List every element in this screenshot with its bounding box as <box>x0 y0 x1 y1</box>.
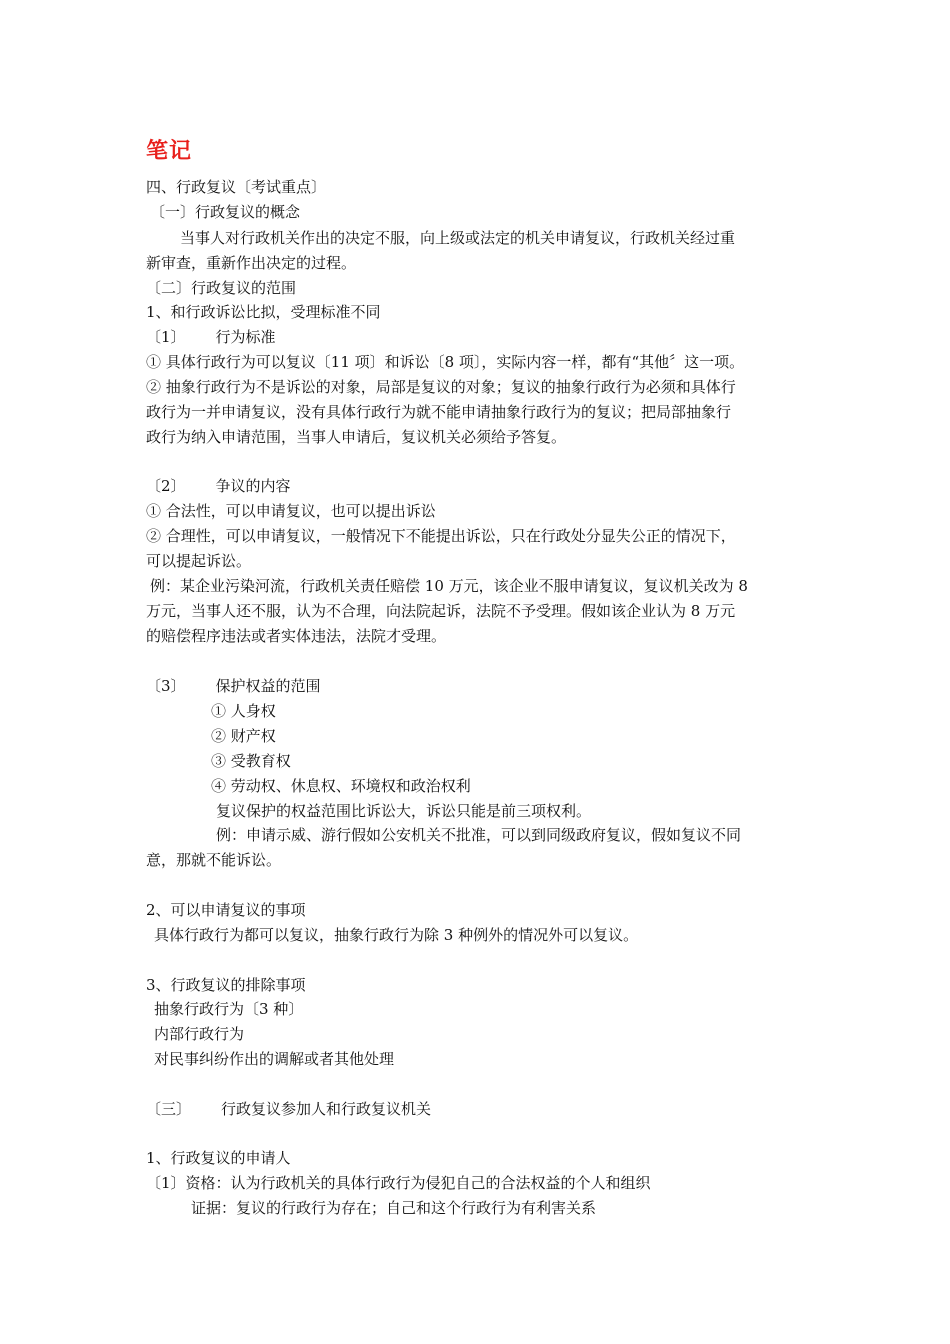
paragraph-line: 的赔偿程序违法或者实体违法，法院才受理。 <box>146 627 447 645</box>
numbered-heading <box>146 474 816 499</box>
item-number: 〔1〕 <box>146 328 186 346</box>
list-item: ④ 劳动权、休息权、环境权和政治权利 <box>211 777 471 795</box>
paragraph-line: ① 具体行政行为可以复议〔11 项〕和诉讼〔8 项〕，实际内容一样，都有“其他〞这一项。 <box>146 353 745 371</box>
paragraph-line: 〔1〕资格：认为行政机关的具体行政行为侵犯自己的合法权益的个人和组织 <box>146 1174 651 1192</box>
document-title: 笔记 <box>146 139 193 164</box>
item-number: 〔2〕 <box>146 477 186 495</box>
list-item: ③ 受教育权 <box>211 752 291 770</box>
paragraph-line: 万元，当事人还不服，认为不合理，向法院起诉，法院不予受理。假如该企业认为 8 万元 <box>146 602 736 620</box>
list-item: 内部行政行为 <box>154 1025 245 1043</box>
paragraph-line: ② 抽象行政行为不是诉讼的对象，局部是复议的对象；复议的抽象行政行为必须和具体行 <box>146 378 736 396</box>
paragraph-line: 证据：复议的行政行为存在；自己和这个行政行为有利害关系 <box>191 1199 597 1217</box>
item-label: 行政复议参加人和行政复议机关 <box>221 1100 432 1118</box>
item-label: 行为标准 <box>215 328 276 346</box>
paragraph-line: 例：申请示威、游行假如公安机关不批准，可以到同级政府复议，假如复议不同 <box>216 826 742 844</box>
paragraph-line: 3、行政复议的排除事项 <box>146 976 306 994</box>
item-label: 争议的内容 <box>215 477 291 495</box>
paragraph-line: 政行为一并申请复议，没有具体行政行为就不能申请抽象行政行为的复议；把局部抽象行 <box>146 403 732 421</box>
item-number: 〔3〕 <box>146 677 186 695</box>
paragraph-line: 具体行政行为都可以复议，抽象行政行为除 3 种例外的情况外可以复议。 <box>154 926 639 944</box>
paragraph-line: 政行为纳入申请范围，当事人申请后，复议机关必须给予答复。 <box>146 428 567 446</box>
list-item: ② 财产权 <box>211 727 276 745</box>
subsection-heading: 〔一〕行政复议的概念 <box>150 203 301 221</box>
paragraph-line: 2、可以申请复议的事项 <box>146 901 306 919</box>
list-item: ① 人身权 <box>211 702 276 720</box>
numbered-heading <box>146 674 816 699</box>
paragraph-line: 例：某企业污染河流，行政机关责任赔偿 10 万元，该企业不服申请复议，复议机关改为 8 <box>150 577 748 595</box>
paragraph-line: 1、和行政诉讼比拟，受理标准不同 <box>146 303 381 321</box>
list-item: 对民事纠纷作出的调解或者其他处理 <box>154 1050 395 1068</box>
subsection-heading: 〔二〕行政复议的范围 <box>146 279 297 297</box>
paragraph-line: 新审查，重新作出决定的过程。 <box>146 254 357 272</box>
numbered-heading <box>146 1097 816 1122</box>
numbered-heading <box>146 325 816 350</box>
paragraph-line: 1、行政复议的申请人 <box>146 1149 291 1167</box>
section-heading: 四、行政复议〔考试重点〕 <box>146 178 327 196</box>
item-number: 〔三〕 <box>146 1100 192 1118</box>
paragraph-line: 复议保护的权益范围比诉讼大，诉讼只能是前三项权利。 <box>216 802 592 820</box>
paragraph-line: ② 合理性，可以申请复议，一般情况下不能提出诉讼，只在行政处分显失公正的情况下， <box>146 527 736 545</box>
paragraph-line: 当事人对行政机关作出的决定不服，向上级或法定的机关申请复议，行政机关经过重 <box>180 229 736 247</box>
paragraph-line: ① 合法性，可以申请复议，也可以提出诉讼 <box>146 502 436 520</box>
paragraph-line: 可以提起诉讼。 <box>146 552 252 570</box>
paragraph-line: 意，那就不能诉讼。 <box>146 851 282 869</box>
item-label: 保护权益的范围 <box>215 677 321 695</box>
list-item: 抽象行政行为〔3 种〕 <box>154 1000 304 1018</box>
